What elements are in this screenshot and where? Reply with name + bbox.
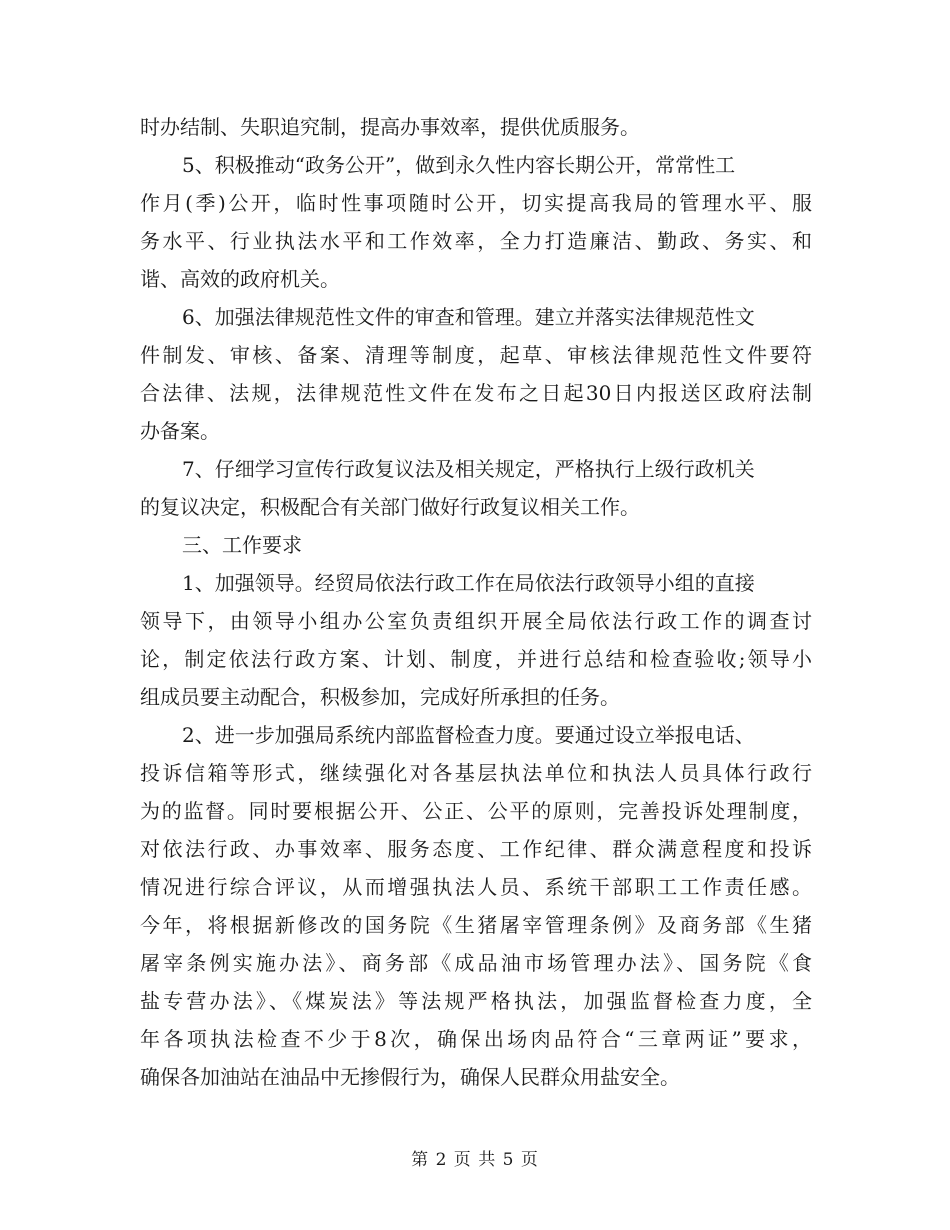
text-line: 确保各加油站在油品中无掺假行为，确保人民群众用盐安全。 — [140, 1065, 680, 1089]
text-line: 1、加强领导。经贸局依法行政工作在局依法行政领导小组的直接 — [182, 571, 755, 595]
text-line: 屠宰条例实施办法》、商务部《成品油市场管理办法》、国务院《食 — [140, 951, 812, 975]
text-line: 对依法行政、办事效率、服务态度、工作纪律、群众满意程度和投诉 — [140, 837, 812, 861]
text-line: 年各项执法检查不少于8次，确保出场肉品符合“三章两证”要求， — [140, 1027, 812, 1051]
text-line: 2、进一步加强局系统内部监督检查力度。要通过设立举报电话、 — [182, 723, 755, 747]
text-line: 今年，将根据新修改的国务院《生猪屠宰管理条例》及商务部《生猪 — [140, 913, 812, 937]
page-number: 第 2 页 共 5 页 — [411, 1150, 539, 1170]
text-line: 为的监督。同时要根据公开、公正、公平的原则，完善投诉处理制度， — [140, 799, 812, 823]
text-line: 6、加强法律规范性文件的审查和管理。建立并落实法律规范性文 — [182, 305, 755, 329]
text-line: 5、积极推动“政务公开”，做到永久性内容长期公开，常常性工 — [182, 153, 736, 177]
text-line: 盐专营办法》、《煤炭法》等法规严格执法，加强监督检查力度，全 — [140, 989, 812, 1013]
text-line: 时办结制、失职追究制，提高办事效率，提供优质服务。 — [140, 115, 640, 139]
text-line: 合法律、法规，法律规范性文件在发布之日起30日内报送区政府法制 — [140, 381, 812, 405]
text-line: 投诉信箱等形式，继续强化对各基层执法单位和执法人员具体行政行 — [140, 761, 812, 785]
text-line: 作月(季)公开，临时性事项随时公开，切实提高我局的管理水平、服 — [140, 191, 812, 215]
text-line: 7、仔细学习宣传行政复议法及相关规定，严格执行上级行政机关 — [182, 457, 755, 481]
text-line: 论，制定依法行政方案、计划、制度，并进行总结和检查验收;领导小 — [140, 647, 812, 671]
text-line: 谐、高效的政府机关。 — [140, 267, 340, 291]
section-heading: 三、工作要求 — [182, 533, 302, 557]
text-line: 务水平、行业执法水平和工作效率，全力打造廉洁、勤政、务实、和 — [140, 229, 812, 253]
text-line: 办备案。 — [140, 419, 220, 443]
text-line: 领导下，由领导小组办公室负责组织开展全局依法行政工作的调查讨 — [140, 609, 812, 633]
text-line: 情况进行综合评议，从而增强执法人员、系统干部职工工作责任感。 — [140, 875, 812, 899]
text-line: 组成员要主动配合，积极参加，完成好所承担的任务。 — [140, 685, 620, 709]
document-body — [140, 108, 812, 1096]
text-line: 件制发、审核、备案、清理等制度，起草、审核法律规范性文件要符 — [140, 343, 812, 367]
text-line: 的复议决定，积极配合有关部门做好行政复议相关工作。 — [140, 495, 640, 519]
